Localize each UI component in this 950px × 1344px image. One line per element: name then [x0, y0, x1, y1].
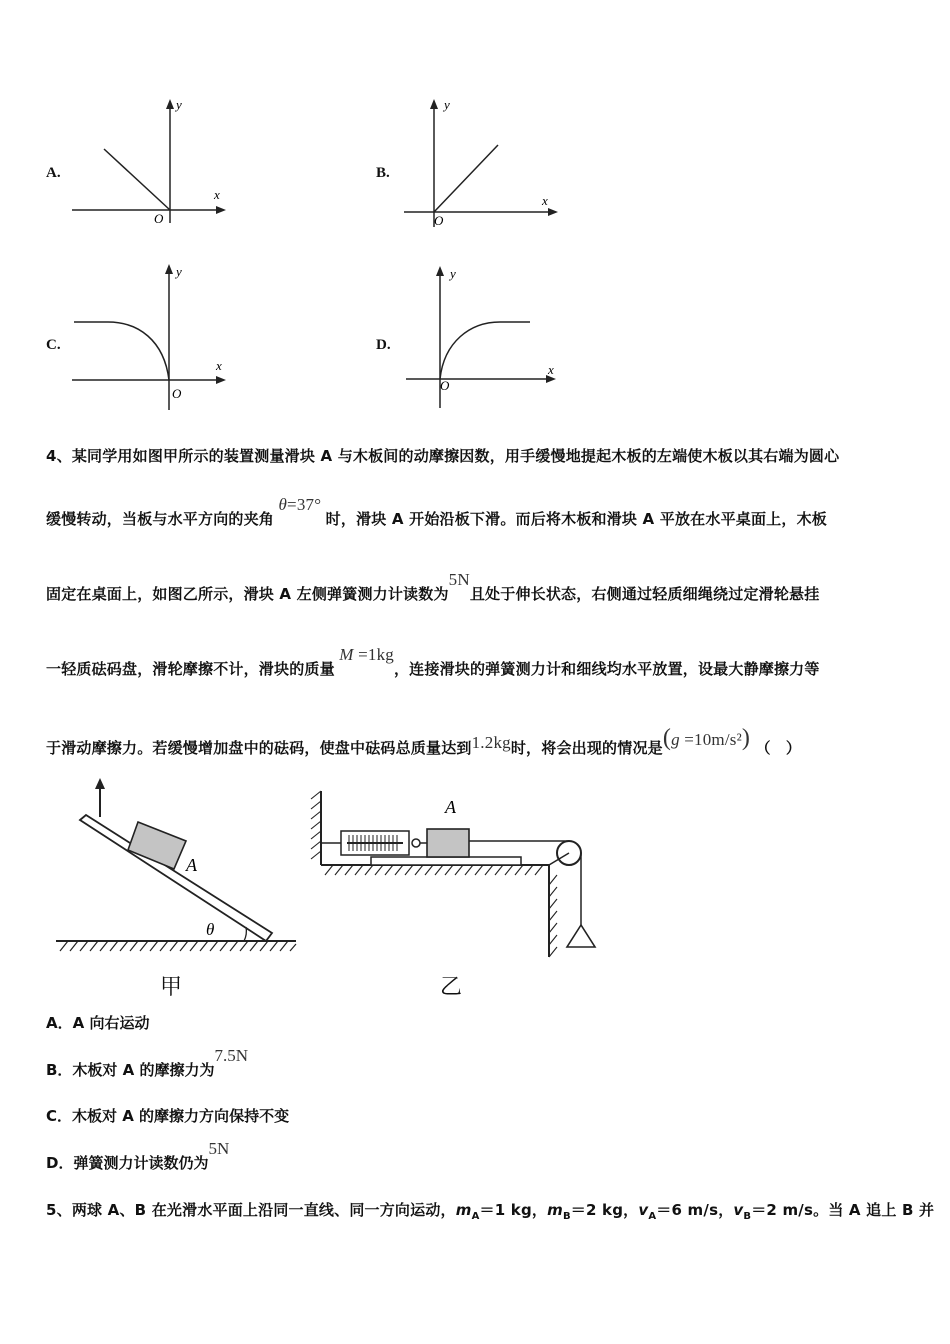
scale-value: 5N: [208, 1139, 230, 1158]
angle-symbol: θ: [278, 495, 288, 514]
y-arrow: [165, 264, 173, 274]
y-arrow: [430, 99, 438, 109]
origin-label: O: [154, 211, 164, 226]
question-5: [46, 1199, 934, 1222]
mass-value: =1kg: [358, 645, 394, 664]
inclined-board: [80, 815, 272, 941]
answer-blank: （ ）: [755, 739, 802, 757]
q4-line-5: [46, 725, 802, 760]
option-label: C.: [46, 337, 61, 353]
y-arrow: [166, 99, 174, 109]
x-label: x: [214, 187, 220, 202]
curve: [440, 322, 530, 379]
angle-expr: [274, 495, 326, 514]
q4-line-4: [46, 645, 820, 679]
mass-b-symbol: m: [547, 1201, 563, 1219]
velocity-b-value: ＝2 m/s。当 A 追上 B 并: [751, 1201, 935, 1219]
block-a: [128, 822, 186, 869]
curve: [74, 322, 169, 380]
graph-b: [400, 95, 570, 230]
origin-label: O: [434, 213, 444, 228]
choice-b: [46, 1046, 249, 1080]
graph-d: [400, 262, 570, 412]
text: 且处于伸长状态，右侧通过轻质细绳绕过定滑轮悬挂: [469, 585, 820, 603]
x-arrow: [548, 208, 558, 216]
choice-a: A．A 向右运动: [46, 1014, 150, 1032]
q4-line-3: [46, 570, 820, 604]
mass-a-value: ＝1 kg，: [479, 1201, 548, 1219]
mass-a-symbol: m: [455, 1201, 472, 1219]
text: 固定在桌面上，如图乙所示，滑块 A 左侧弹簧测力计读数为: [46, 585, 449, 603]
x-label: x: [548, 362, 554, 377]
text: 缓慢转动，当板与水平方向的夹角: [46, 510, 275, 528]
figure-jia: [50, 775, 300, 997]
curve: [104, 149, 170, 210]
ground-hatching: [60, 941, 296, 951]
figure-yi: [305, 785, 610, 965]
graph-c: [68, 258, 238, 413]
x-label: x: [216, 358, 222, 373]
subscript: B: [562, 1211, 571, 1222]
y-label: y: [176, 97, 182, 112]
q4-line-2: [46, 495, 827, 529]
block-a-label: A: [186, 855, 197, 875]
x-label: x: [542, 193, 548, 208]
text: ，连接滑块的弹簧测力计和细线均水平放置，设最大静摩擦力等: [393, 660, 820, 678]
scale-ring: [412, 839, 420, 847]
velocity-a-symbol: v: [638, 1201, 649, 1219]
friction-value: 7.5N: [214, 1046, 249, 1065]
text: D．弹簧测力计读数仍为: [46, 1154, 209, 1172]
origin-label: O: [440, 378, 450, 393]
text: 时，滑块 A 开始沿板下滑。而后将木板和滑块 A 平放在水平桌面上，木板: [325, 510, 827, 528]
x-arrow: [216, 206, 226, 214]
figure-jia-caption: 甲: [160, 975, 183, 1000]
g-symbol: g: [671, 730, 680, 749]
mass-b-value: ＝2 kg，: [570, 1201, 639, 1219]
text: B．木板对 A 的摩擦力为: [46, 1061, 215, 1079]
q4-line-1: 4、某同学用如图甲所示的装置测量滑块 A 与木板间的动摩擦因数，用手缓慢地提起木板的左端使木板以其右端为圆心: [46, 447, 840, 465]
table-hatching: [325, 865, 557, 957]
graph-a: [68, 95, 238, 230]
g-value: =10m/s²: [684, 730, 742, 749]
y-arrow: [436, 266, 444, 276]
mass-symbol: M: [339, 645, 354, 664]
origin-label: O: [172, 386, 182, 401]
lift-arrow-head: [95, 778, 105, 789]
y-label: y: [444, 97, 450, 112]
theta-label: θ: [206, 920, 215, 939]
wall-hatching: [311, 791, 321, 859]
weight-pan: [567, 925, 595, 947]
choice-d: [46, 1139, 230, 1173]
option-label: A.: [46, 165, 61, 181]
block-a-label: A: [445, 797, 456, 817]
text: 5、两球 A、B 在光滑水平面上沿同一直线、同一方向运动，: [46, 1201, 456, 1219]
option-label: B.: [376, 165, 390, 181]
y-label: y: [176, 264, 182, 279]
text: 于滑动摩擦力。若缓慢增加盘中的砝码，使盘中砝码总质量达到: [46, 739, 472, 757]
x-arrow: [216, 376, 226, 384]
angle-value: =37°: [287, 495, 322, 514]
curve: [434, 145, 498, 212]
y-label: y: [450, 266, 456, 281]
option-label: D.: [376, 337, 391, 353]
text: 一轻质砝码盘，滑轮摩擦不计，滑块的质量: [46, 660, 335, 678]
pan-mass-value: 1.2kg: [471, 733, 511, 752]
block-a: [427, 829, 469, 857]
angle-arc: [244, 927, 246, 941]
board: [371, 857, 521, 865]
subscript: A: [471, 1211, 480, 1222]
subscript: A: [648, 1211, 657, 1222]
g-expr: (g =10m/s²): [662, 725, 751, 751]
mass-expr: [335, 645, 394, 664]
choice-c: C．木板对 A 的摩擦力方向保持不变: [46, 1107, 290, 1125]
velocity-a-value: ＝6 m/s，: [656, 1201, 734, 1219]
force-value: 5N: [448, 570, 470, 589]
subscript: B: [743, 1211, 752, 1222]
text: 时，将会出现的情况是: [510, 739, 663, 757]
velocity-b-symbol: v: [733, 1201, 744, 1219]
figure-yi-caption: 乙: [440, 975, 463, 1000]
